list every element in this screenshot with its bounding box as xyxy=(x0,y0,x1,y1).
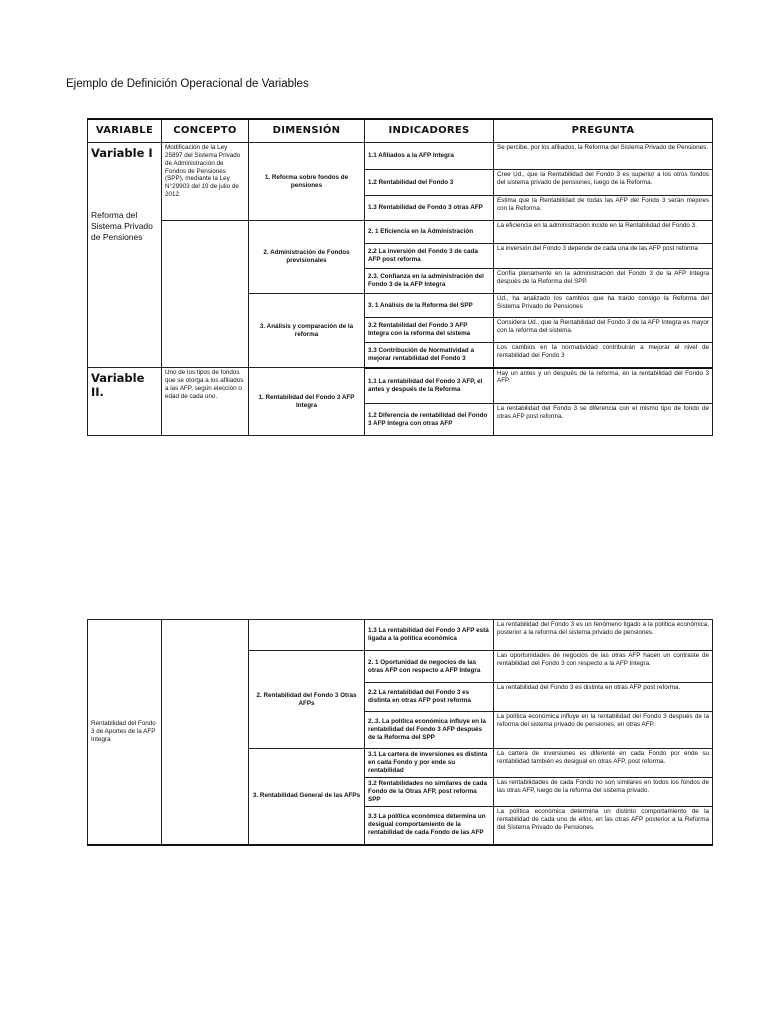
table2-dimension-empty xyxy=(249,620,365,651)
dimension-2: 2. Administración de Fondos previsionales xyxy=(249,221,365,294)
indicator-1-1: 1.1 Afiliados a la AFP Integra xyxy=(365,143,494,170)
variable-1-label: Variable I xyxy=(91,146,153,160)
indicator-v2-2-2: 2.2 La rentabilidad del Fondo 3 es distinta en otras AFP post reforma xyxy=(365,683,494,712)
variable-2-concept: Uno de los tipos de fondos que se otorga a los afiliados a las AFP, según elección o edad de cada uno. xyxy=(162,368,249,436)
dimension-v2-2: 2. Rentabilidad del Fondo 3 Otras AFPs xyxy=(249,651,365,749)
question-3-1: Ud., ha analizado los cambios que ha traído consigo la Reforma del Sistema Privado de Pensiones xyxy=(494,294,713,318)
table2-variable-description: Rentabilidad del Fondo 3 de Aportes de la AFP Integra xyxy=(88,620,162,845)
header-pregunta: PREGUNTA xyxy=(494,119,713,143)
question-3-2: Considera Ud., que la Rentabilidad del Fondo 3 de la AFP Integra es mayor con la reforma del sistema. xyxy=(494,318,713,343)
question-3-3: Los cambios en la normatividad contribuirán a mejorar el nivel de rentabilidad del Fondo 3 xyxy=(494,343,713,368)
header-indicadores: INDICADORES xyxy=(365,119,494,143)
variable-1-concept: Modificación de la Ley 25897 del Sistema Privado de Administración de Fondos de Pensiones (SPP), mediante la Ley N°29903 del 19 de julio de 2012. xyxy=(162,143,249,221)
indicator-v2-2-1: 2. 1 Oportunidad de negocios de las otras AFP con respecto a AFP Integra xyxy=(365,651,494,683)
question-v2-1-1: Hay un antes y un después de la reforma, en la rentabilidad del Fondo 3 AFP. xyxy=(494,368,713,404)
indicator-v2-1-2: 1.2 Diferencia de rentabilidad del Fondo 3 AFP Integra con otras AFP xyxy=(365,404,494,436)
variable-1-cell xyxy=(88,143,162,368)
question-1-1: Se percibe, por los afiliados, la Reforma del Sistema Privado de Pensiones. xyxy=(494,143,713,170)
variable-2-label: Variable II. xyxy=(91,371,145,400)
variable-2-cell xyxy=(88,368,162,436)
document-title: Ejemplo de Definición Operacional de Variables xyxy=(66,78,309,90)
indicator-1-2: 1.2 Rentabilidad del Fondo 3 xyxy=(365,170,494,196)
indicator-1-3: 1.3 Rentabilidad de Fondo 3 otras AFP xyxy=(365,196,494,221)
question-v2-3-2: Las rentabilidades de cada Fondo no son similares en todos los fondos de las otras AFP, luego de la reforma del sistema privado. xyxy=(494,778,713,807)
variable-1-concept-empty xyxy=(162,221,249,368)
question-1-3: Estima que la Rentabilidad de todas las AFP del Fondo 3 serán mejores con la Reforma. xyxy=(494,196,713,221)
indicator-v2-2-3: 2..3. La política económica influye en la rentabilidad del Fondo 3 AFP después de la Reforma del SPP xyxy=(365,712,494,749)
indicator-v2-3-3: 3.3 La política económica determina un desigual comportamiento de la rentabilidad de cada Fondo de las AFP xyxy=(365,807,494,845)
question-1-2: Cree Ud., que la Rentabilidad del Fondo 3 es superior a los otros fondos del sistema privado de pensiones, luego de la Reforma. xyxy=(494,170,713,196)
header-concepto: CONCEPTO xyxy=(162,119,249,143)
question-v2-1-3: La rentabilidad del Fondo 3 es un fenómeno ligado a la política económica, posterior a la reforma del sistema privado de pensiones. xyxy=(494,620,713,651)
indicator-v2-3-2: 3.2 Rentabilidades no similares de cada Fondo de la Otras AFP, post reforma SPP xyxy=(365,778,494,807)
table-row xyxy=(88,221,713,244)
question-v2-3-3: La política económica determina un distinto comportamiento de la rentabilidad de cada uno de ellos, en las otras AFP posterior a la Reforma del Sistema Privado de Pensiones. xyxy=(494,807,713,845)
indicator-3-3: 3.3 Contribución de Normatividad a mejorar rentabilidad del Fondo 3 xyxy=(365,343,494,368)
table-row xyxy=(88,620,713,651)
indicator-2-1: 2. 1 Eficiencia en la Administración xyxy=(365,221,494,244)
question-2-1: La eficiencia en la administración incide en la Rentabilidad del Fondo 3. xyxy=(494,221,713,244)
question-v2-2-2: La rentabilidad del Fondo 3 es distinta en otras AFP post reforma. xyxy=(494,683,713,712)
question-v2-2-3: La política económica influye en la rentabilidad del Fondo 3 después de la reforma del sistema privado de pensiones, en otras AFP. xyxy=(494,712,713,749)
question-v2-1-2: La rentabilidad del Fondo 3 se diferencia con el mismo tipo de fondo de otras AFP post reforma. xyxy=(494,404,713,436)
variable-1-description: Reforma del Sistema Privado de Pensiones xyxy=(91,210,153,243)
indicator-v2-1-1: 1.1 La rentabilidad del Fondo 3 AFP, el antes y después de la Reforma xyxy=(365,368,494,404)
indicator-3-2: 3.2 Rentabilidad del Fondo 3 AFP Integra con la reforma del sistema xyxy=(365,318,494,343)
dimension-3: 3. Análisis y comparación de la reforma xyxy=(249,294,365,368)
continuation-table xyxy=(87,619,713,846)
question-v2-3-1: La cartera de inversiones es diferente en cada Fondo por ende su rentabilidad también es desigual en otras AFP, post reforma. xyxy=(494,749,713,778)
dimension-1: 1. Reforma sobre fondos de pensiones xyxy=(249,143,365,221)
question-v2-2-1: Las oportunidades de negocios de las otras AFP hacen un contraste de rentabilidad del Fondo 3 con respecto a la AFP Integra. xyxy=(494,651,713,683)
indicator-2-3: 2.3. Confianza en la administración del Fondo 3 de la AFP Integra xyxy=(365,269,494,294)
indicator-v2-3-1: 3.1 La cartera de inversiones es distinta en cada Fondo y por ende su rentabilidad xyxy=(365,749,494,778)
header-dimension: DIMENSIÓN xyxy=(249,119,365,143)
table2-concept-empty xyxy=(162,620,249,845)
table-header-row xyxy=(88,119,713,143)
table-row xyxy=(88,368,713,404)
dimension-v2-1: 1. Rentabilidad del Fondo 3 AFP Integra xyxy=(249,368,365,436)
dimension-v2-3: 3. Rentabilidad General de las AFPs xyxy=(249,749,365,845)
table-row xyxy=(88,143,713,170)
operational-definition-table xyxy=(87,118,713,436)
indicator-2-2: 2.2 La inversión del Fondo 3 de cada AFP post reforma xyxy=(365,244,494,269)
indicator-v2-1-3: 1.3 La rentabilidad del Fondo 3 AFP está ligada a la política económica xyxy=(365,620,494,651)
question-2-2: La inversión del Fondo 3 depende de cada una de las AFP post reforma xyxy=(494,244,713,269)
question-2-3: Confía plenamente en la administración del Fondo 3 de la AFP Integra después de la Reforma del SPP. xyxy=(494,269,713,294)
indicator-3-1: 3. 1 Análisis de la Reforma del SPP xyxy=(365,294,494,318)
header-variable: VARIABLE xyxy=(88,119,162,143)
